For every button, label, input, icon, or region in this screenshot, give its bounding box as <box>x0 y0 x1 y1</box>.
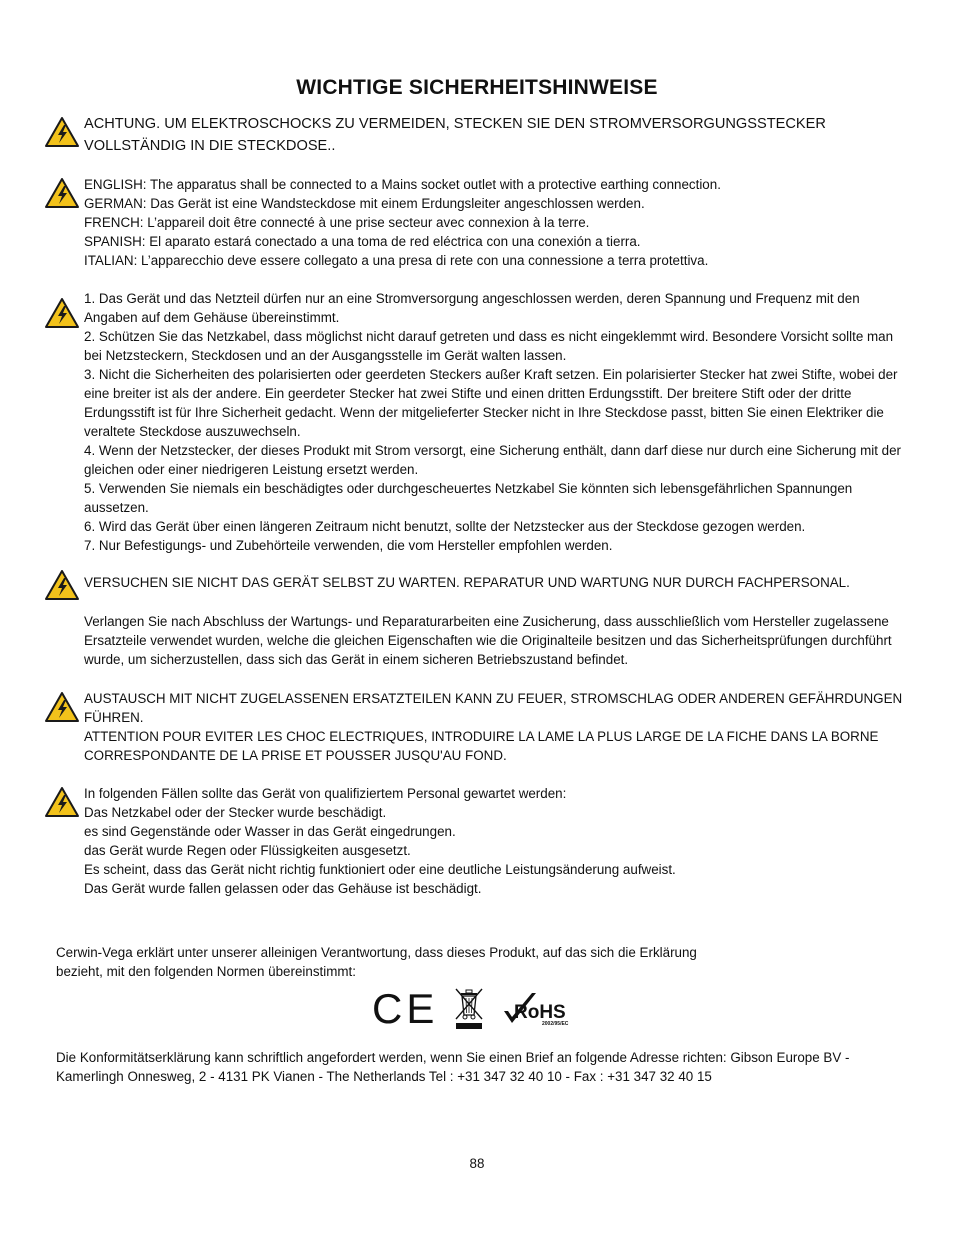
electric-hazard-icon <box>44 297 80 329</box>
instruction-item: 3. Nicht die Sicherheiten des polarisierten oder geerdeten Steckers außer Kraft setzen. Ein polarisierter Stecker hat zwei Stifte, wobei der eine breiter ist als der andere. Ein geerdeter Stecker hat zwei Stifte und einen dritten Erdungsstift. Der breitere Stift oder der dritte Erdungsstift ist für Ihre Sicherheit gedacht. Wenn der mitgelieferter Stecker nicht in Ihre Steckdose passt, bitten Sie einen Elektriker die veraltete Steckdose auszuwechseln. <box>84 367 898 439</box>
language-line-german: GERMAN: Das Gerät ist eine Wandsteckdose mit einem Erdungsleiter angeschlossen werden. <box>84 196 645 211</box>
warning-section-2 <box>44 175 904 270</box>
declaration-text: Cerwin-Vega erklärt unter unserer alleinigen Verantwortung, dass dieses Produkt, auf das sich die Erklärung bezieht, mit den folgenden Normen übereinstimmt: <box>56 945 697 979</box>
page-title: WICHTIGE SICHERHEITSHINWEISE <box>296 76 658 99</box>
warning-section-4 <box>44 573 904 592</box>
instruction-item: 6. Wird das Gerät über einen längeren Zeitraum nicht benutzt, sollte der Netzstecker aus der Steckdose gezogen werden. <box>84 519 806 534</box>
service-case: Es scheint, dass das Gerät nicht richtig funktioniert oder eine deutliche Leistungsänderung aufweist. <box>84 862 676 877</box>
warning-section-3 <box>44 289 904 555</box>
warning-line: ACHTUNG. UM ELEKTROSCHOCKS ZU VERMEIDEN, STECKEN SIE DEN STROMVERSORGUNGSSTECKER VOLLSTÄNDIG IN DIE STECKDOSE.. <box>84 116 826 154</box>
electric-hazard-icon <box>44 177 80 209</box>
ce-mark-logo: CE <box>372 985 439 1032</box>
instruction-item: 1. Das Gerät und das Netzteil dürfen nur an eine Stromversorgung angeschlossen werden, deren Spannung und Frequenz mit den Angaben auf dem Gehäuse übereinstimmt. <box>84 291 860 325</box>
service-intro: In folgenden Fällen sollte das Gerät von qualifiziertem Personal gewartet werden: <box>84 786 567 801</box>
warning-section-6 <box>44 689 904 765</box>
instruction-item: 5. Verwenden Sie niemals ein beschädigtes oder durchgescheuertes Netzkabel Sie könnten sich lebensgefährlichen Spannungen aussetzen. <box>84 481 853 515</box>
service-case: Das Gerät wurde fallen gelassen oder das Gehäuse ist beschädigt. <box>84 881 482 896</box>
electric-hazard-icon <box>44 786 80 818</box>
warning-section-1 <box>44 114 904 157</box>
warning-section-7 <box>44 784 904 898</box>
service-case: das Gerät wurde Regen oder Flüssigkeiten ausgesetzt. <box>84 843 411 858</box>
compliance-logos <box>372 985 582 1033</box>
electric-hazard-icon <box>44 116 80 148</box>
service-case: Das Netzkabel oder der Stecker wurde beschädigt. <box>84 805 387 820</box>
service-case: es sind Gegenstände oder Wasser in das Gerät eingedrungen. <box>84 824 456 839</box>
instruction-item: 4. Wenn der Netzstecker, der dieses Produkt mit Strom versorgt, eine Sicherung enthält, dann darf diese nur durch eine Sicherung mit der gleichen oder einer niedrigeren Leistung ersetzt werden. <box>84 443 902 477</box>
rohs-logo: RoHS 2002/95/EC <box>502 993 578 1029</box>
instruction-item: 2. Schützen Sie das Netzkabel, dass möglichst nicht darauf getreten und dass es nicht eingeklemmt wird. Besondere Vorsicht sollte man bei Netzsteckern, Steckdosen und an der Ausgangsstelle im Gerät walten lassen. <box>84 329 894 363</box>
weee-bin-icon <box>452 985 486 1031</box>
language-line-french: FRENCH: L’appareil doit être connecté à une prise secteur avec connexion à la terre. <box>84 215 590 230</box>
page-number: 88 <box>469 1156 485 1171</box>
electric-hazard-icon <box>44 691 80 723</box>
language-line-spanish: SPANISH: El aparato estará conectado a una toma de red eléctrica con una conexión a tierra. <box>84 234 641 249</box>
instruction-item: 7. Nur Befestigungs- und Zubehörteile verwenden, die vom Hersteller empfohlen werden. <box>84 538 613 553</box>
warning-line: VERSUCHEN SIE NICHT DAS GERÄT SELBST ZU WARTEN. REPARATUR UND WARTUNG NUR DURCH FACHPERSONAL. <box>84 575 850 590</box>
warning-line-french: ATTENTION POUR EVITER LES CHOC ELECTRIQUES, INTRODUIRE LA LAME LA PLUS LARGE DE LA FICHE DANS LA BORNE CORRESPONDANTE DE LA PRISE ET POUSSER JUSQU'AU FOND. <box>84 729 879 763</box>
service-text: Verlangen Sie nach Abschluss der Wartungs- und Reparaturarbeiten eine Zusicherung, dass ausschließlich vom Hersteller zugelassene Ersatzteile verwendet wurden, welche die gleichen Eigenschaften wie die Originalteile besitzen und das Sicherheitsprüfungen durchführt wurde, um sicherzustellen, dass sich das Gerät in einem sicheren Betriebszustand befindet. <box>84 614 892 667</box>
language-line-english: ENGLISH: The apparatus shall be connected to a Mains socket outlet with a protective earthing connection. <box>84 177 721 192</box>
electric-hazard-icon <box>44 569 80 601</box>
language-line-italian: ITALIAN: L’apparecchio deve essere collegato a una presa di rete con una connessione a terra protettiva. <box>84 253 709 268</box>
service-paragraph <box>44 612 904 669</box>
warning-line: AUSTAUSCH MIT NICHT ZUGELASSENEN ERSATZTEILEN KANN ZU FEUER, STROMSCHLAG ODER ANDEREN GEFÄHRDUNGEN FÜHREN. <box>84 691 903 725</box>
contact-text: Die Konformitätserklärung kann schriftlich angefordert werden, wenn Sie einen Brief an folgende Adresse richten: Gibson Europe BV - Kamerlingh Onnesweg, 2 - 4131 PK Vianen - The Netherlands Tel : +31 347 32 40 10 - Fax : +31 347 32 40 15 <box>56 1050 850 1084</box>
